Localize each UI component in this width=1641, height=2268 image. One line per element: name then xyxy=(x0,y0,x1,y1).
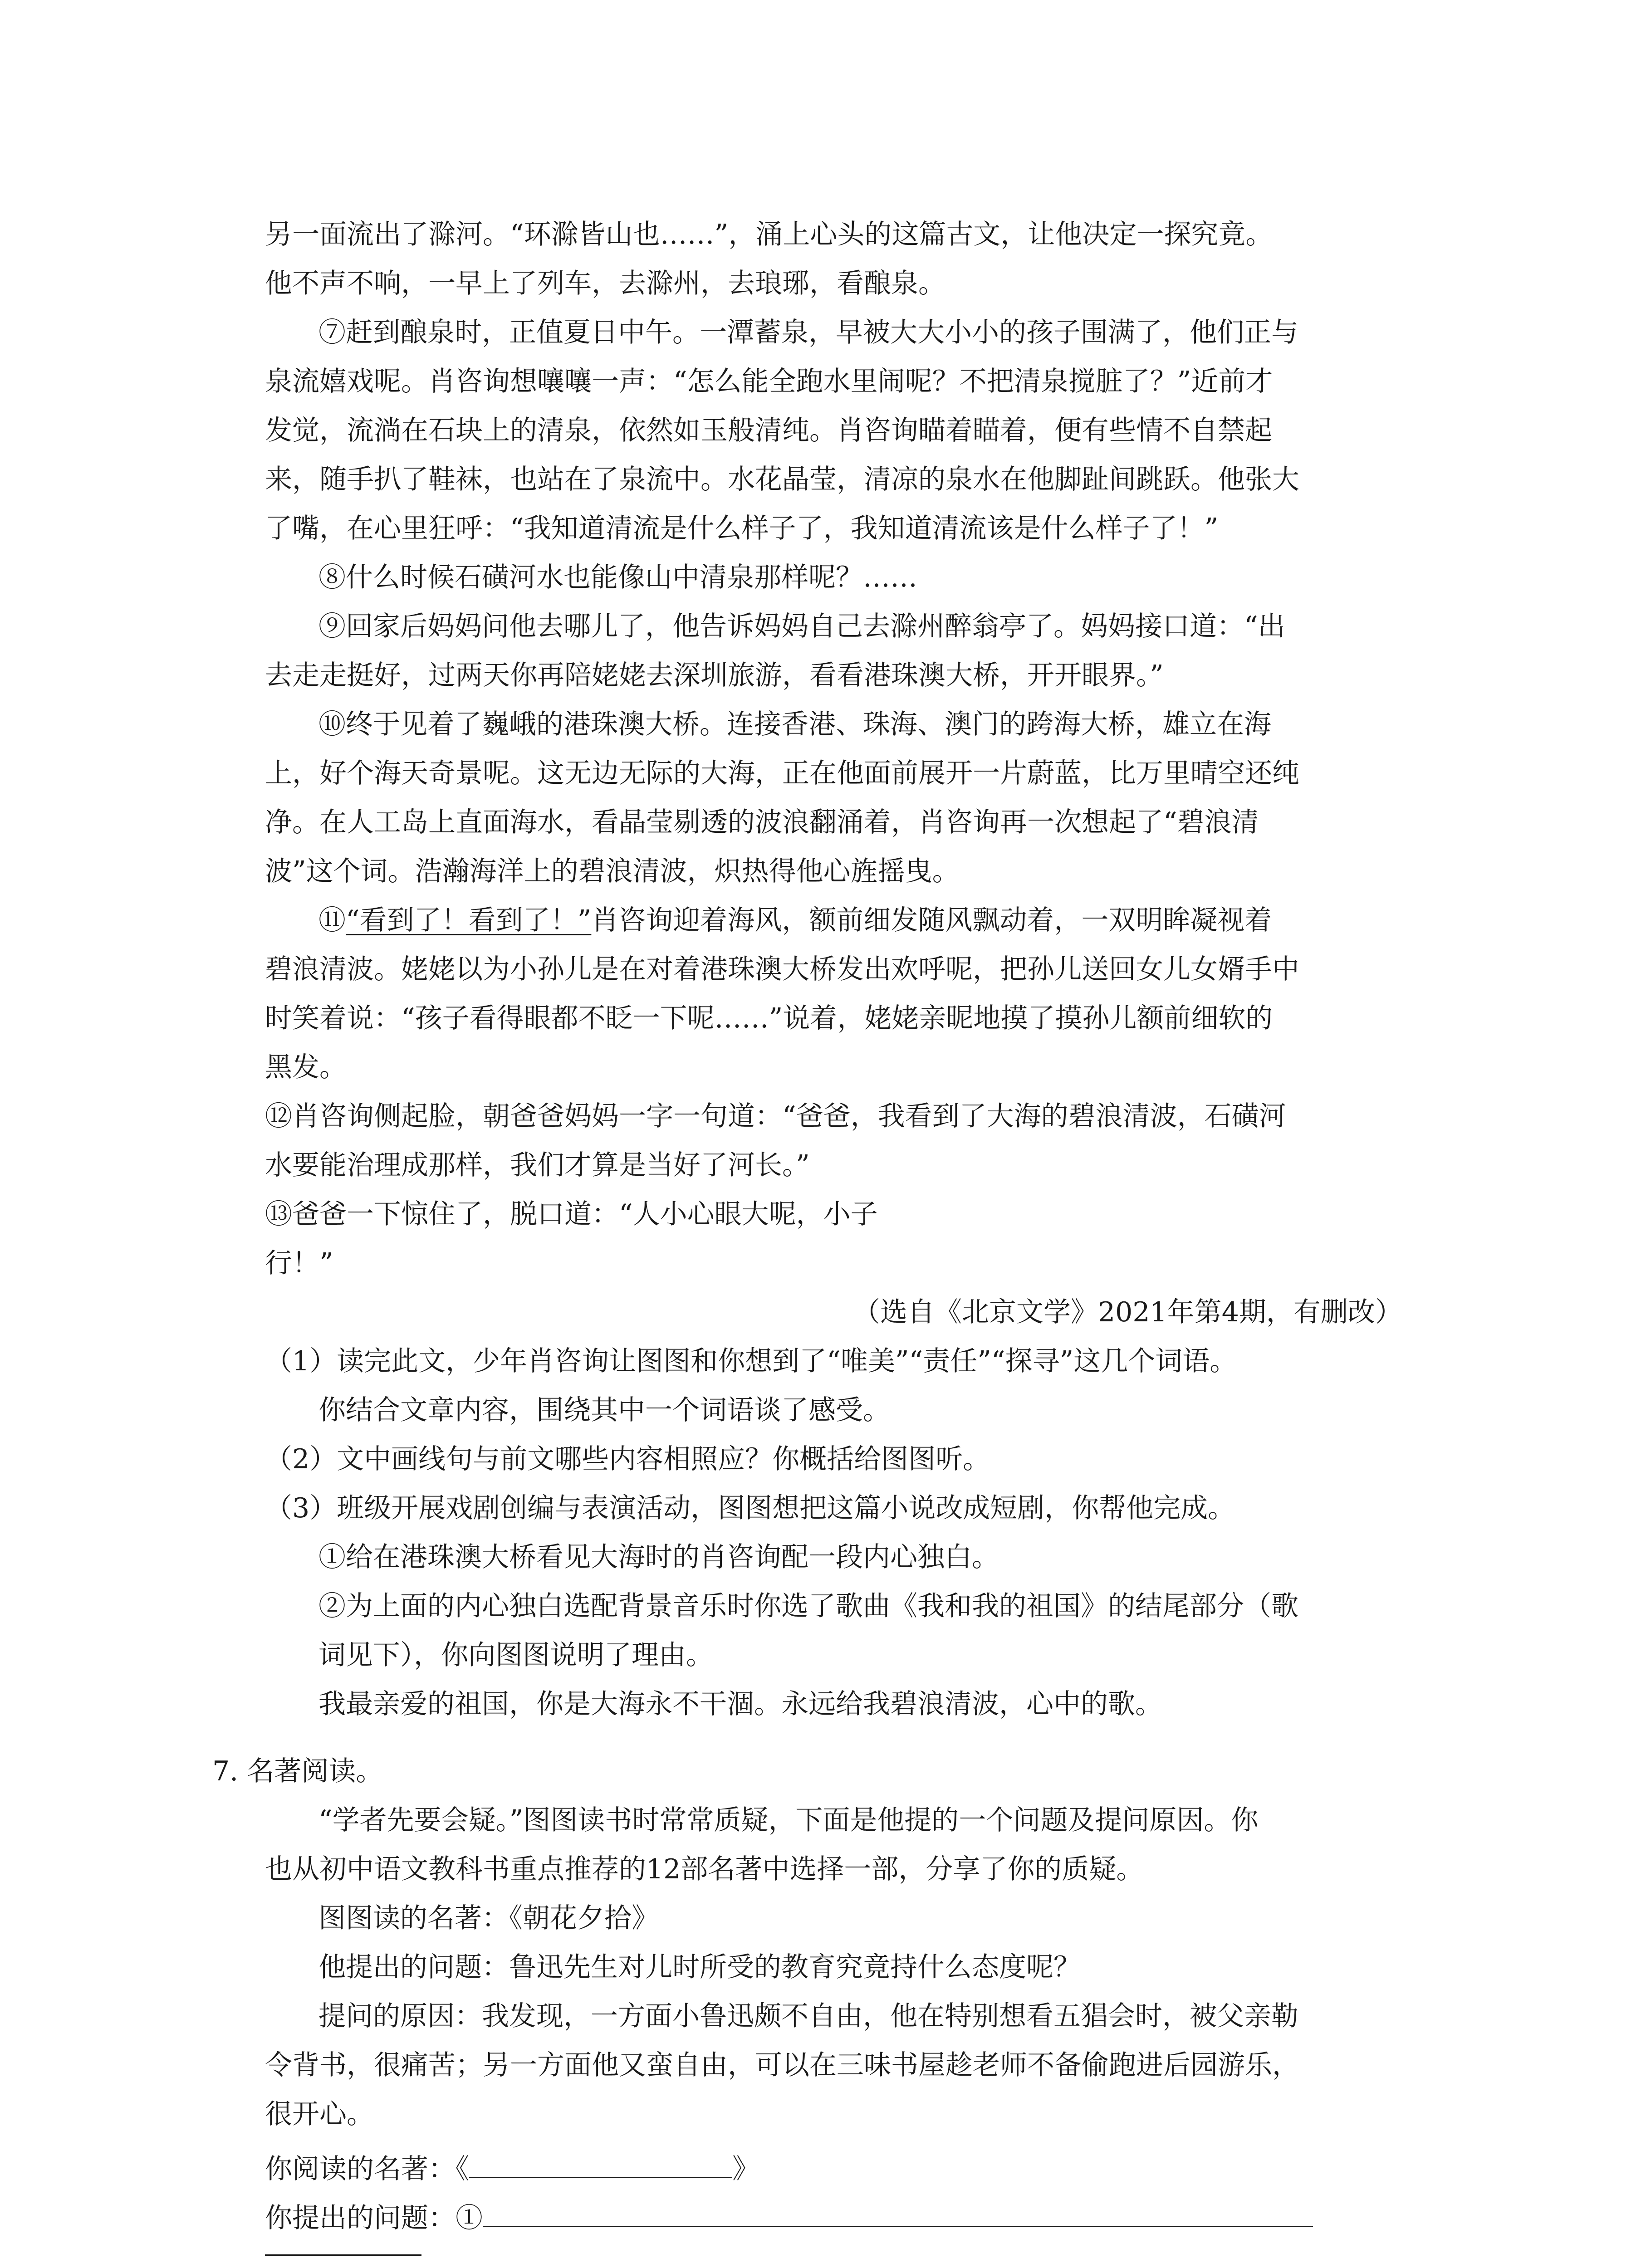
story-line: 黑发。 xyxy=(265,1051,347,1083)
section-intro: “学者先要会疑。”图图读书时常常质疑，下面是他提的一个问题及提问原因。你 xyxy=(318,1804,1259,1836)
example-reason: 很开心。 xyxy=(265,2098,374,2130)
question-1: （1）读完此文，少年肖咨询让图图和你想到了“唯美”“责任”“探寻”这几个词语。 xyxy=(265,1345,1237,1377)
story-line: 来，随手扒了鞋袜，也站在了泉流中。水花晶莹，清凉的泉水在他脚趾间跳跃。他张大 xyxy=(265,464,1299,495)
your-book-label: 你阅读的名著：《 xyxy=(265,2153,469,2185)
story-line: 波”这个词。浩瀚海洋上的碧浪清波，炽热得他心旌摇曳。 xyxy=(265,855,960,887)
your-book-line xyxy=(265,2150,759,2183)
question-3-2: ②为上面的内心独白选配背景音乐时你选了歌曲《我和我的祖国》的结尾部分（歌 xyxy=(318,1590,1298,1622)
story-line: ⑨回家后妈妈问他去哪儿了，他告诉妈妈自己去滁州醉翁亭了。妈妈接口道：“出 xyxy=(318,611,1285,642)
example-question: 他提出的问题：鲁迅先生对儿时所受的教育究竟持什么态度呢？ xyxy=(318,1951,1081,1983)
story-line: ⑬爸爸一下惊住了，脱口道：“人小心眼大呢，小子 xyxy=(265,1198,878,1230)
story-line: 泉流嬉戏呢。肖咨询想嚷嚷一声：“怎么能全跑水里闹呢？不把清泉搅脏了？”近前才 xyxy=(265,366,1273,397)
your-question-line xyxy=(265,2199,1313,2232)
example-reason: 提问的原因：我发现，一方面小鲁迅颇不自由，他在特别想看五猖会时，被父亲勒 xyxy=(318,2000,1298,2032)
section-heading: 7. 名著阅读。 xyxy=(212,1755,383,1787)
story-line xyxy=(318,904,1272,936)
story-line: 碧浪清波。姥姥以为小孙儿是在对着港珠澳大桥发出欢呼呢，把孙儿送回女儿女婿手中 xyxy=(265,953,1299,985)
song-lyrics: 我最亲爱的祖国，你是大海永不干涸。永远给我碧浪清波，心中的歌。 xyxy=(318,1688,1162,1720)
story-line: 时笑着说：“孩子看得眼都不眨一下呢……”说着，姥姥亲昵地摸了摸孙儿额前细软的 xyxy=(265,1002,1273,1034)
story-text: 肖咨询迎着海风，额前细发随风飘动着，一双明眸凝视着 xyxy=(591,904,1272,936)
story-line: ⑦赶到酿泉时，正值夏日中午。一潭蓄泉，早被大大小小的孩子围满了，他们正与 xyxy=(318,317,1298,348)
paragraph-number: ⑪ xyxy=(318,904,346,936)
story-line: 发觉，流淌在石块上的清泉，依然如玉般清纯。肖咨询瞄着瞄着，便有些情不自禁起 xyxy=(265,415,1272,446)
question-3-1: ①给在港珠澳大桥看见大海时的肖咨询配一段内心独白。 xyxy=(318,1541,999,1573)
example-book: 图图读的名著：《朝花夕拾》 xyxy=(318,1902,659,1934)
your-question-label: 你提出的问题：① xyxy=(265,2202,483,2234)
story-line: 水要能治理成那样，我们才算是当好了河长。” xyxy=(265,1149,810,1181)
book-close-bracket: 》 xyxy=(732,2153,759,2185)
story-line: ⑫肖咨询侧起脸，朝爸爸妈妈一字一句道：“爸爸，我看到了大海的碧浪清波，石磺河 xyxy=(265,1100,1286,1132)
question-2: （2）文中画线句与前文哪些内容相照应？你概括给图图听。 xyxy=(265,1443,990,1475)
story-line: 另一面流出了滁河。“环滁皆山也……”，涌上心头的这篇古文，让他决定一探究竟。 xyxy=(265,219,1273,250)
story-line: 他不声不响，一早上了列车，去滁州，去琅琊，看酿泉。 xyxy=(265,268,945,299)
story-line: 上，好个海天奇景呢。这无边无际的大海，正在他面前展开一片蔚蓝，比万里晴空还纯 xyxy=(265,758,1299,789)
example-reason: 令背书，很痛苦；另一方面他又蛮自由，可以在三味书屋趁老师不备偷跑进后园游乐， xyxy=(265,2049,1299,2081)
section-intro: 也从初中语文教科书重点推荐的12部名著中选择一部，分享了你的质疑。 xyxy=(265,1853,1144,1885)
question-3-2-cont: 词见下），你向图图说明了理由。 xyxy=(318,1639,713,1671)
story-line: ⑧什么时候石磺河水也能像山中清泉那样呢？…… xyxy=(318,562,917,593)
question-1-cont: 你结合文章内容，围绕其中一个词语谈了感受。 xyxy=(318,1394,890,1426)
question-3: （3）班级开展戏剧创编与表演活动，图图想把这篇小说改成短剧，你帮他完成。 xyxy=(265,1492,1235,1524)
story-line: ⑩终于见着了巍峨的港珠澳大桥。连接香港、珠海、澳门的跨海大桥，雄立在海 xyxy=(318,709,1271,740)
answer-continuation-line[interactable] xyxy=(265,2254,421,2256)
question-answer-blank[interactable] xyxy=(483,2199,1313,2227)
story-line: 了嘴，在心里狂呼：“我知道清流是什么样子了，我知道清流该是什么样子了！” xyxy=(265,513,1219,544)
story-line: 净。在人工岛上直面海水，看晶莹剔透的波浪翻涌着，肖咨询再一次想起了“碧浪清 xyxy=(265,807,1259,838)
story-line: 行！” xyxy=(265,1247,333,1279)
underlined-sentence: “看到了！看到了！” xyxy=(346,904,592,936)
story-line: 去走走挺好，过两天你再陪姥姥去深圳旅游，看看港珠澳大桥，开开眼界。” xyxy=(265,660,1164,691)
book-answer-blank[interactable] xyxy=(469,2150,732,2178)
source-citation: （选自《北京文学》2021年第4期，有删改） xyxy=(853,1296,1402,1328)
